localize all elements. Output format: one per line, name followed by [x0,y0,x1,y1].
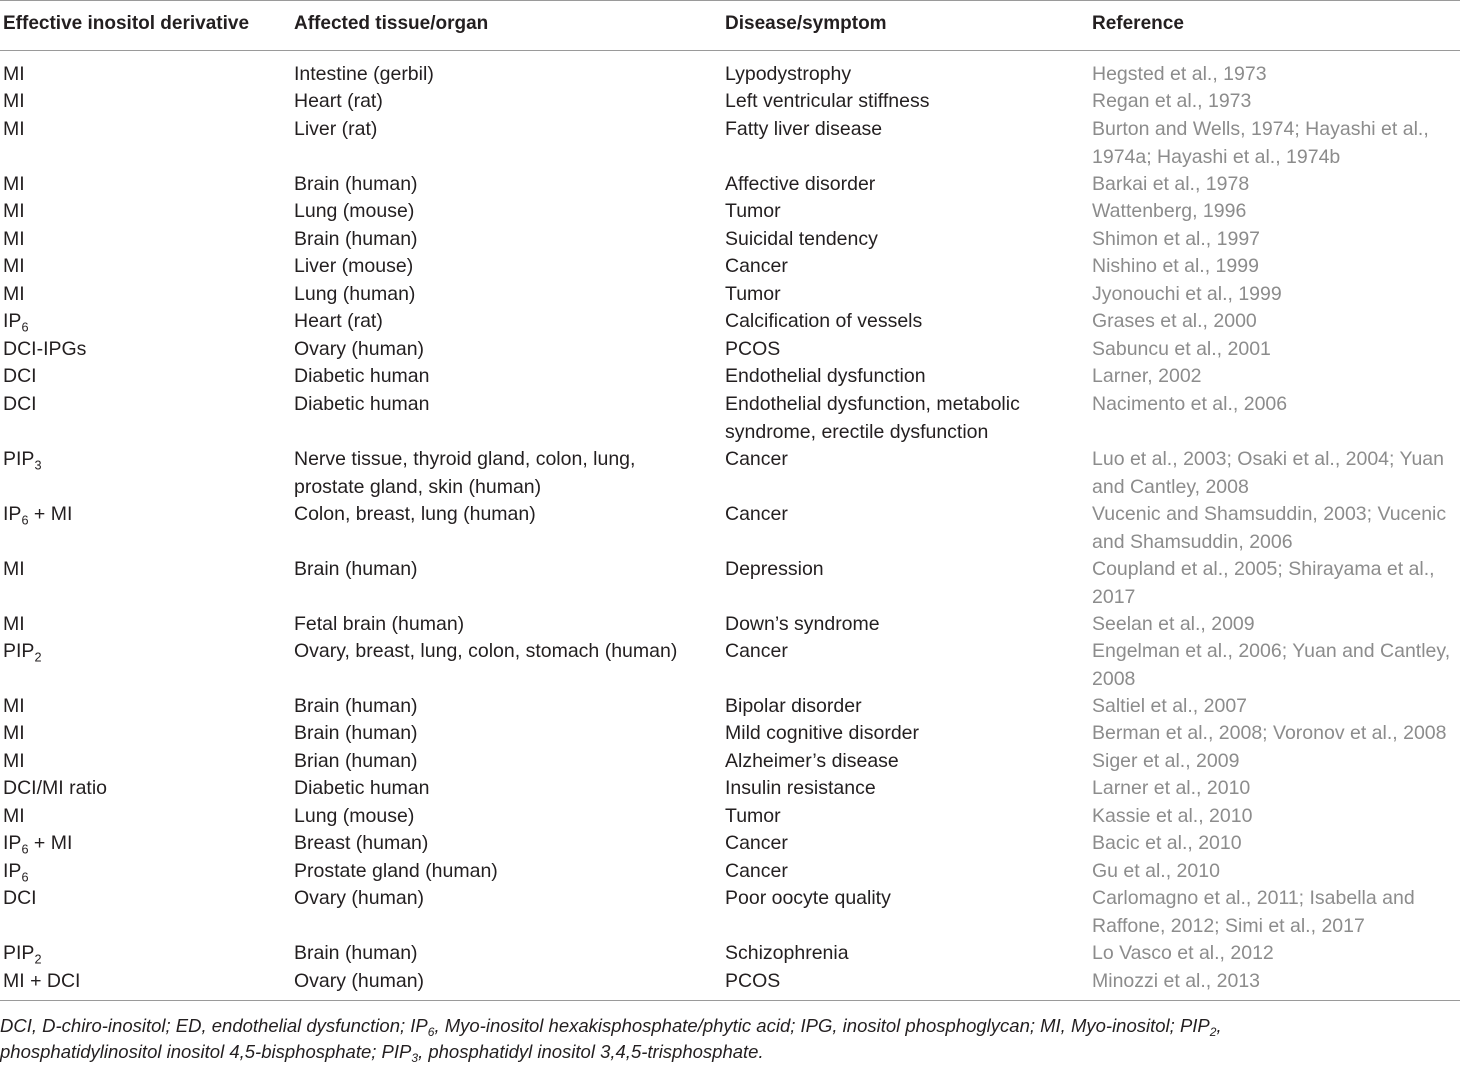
cell-derivative [3,611,25,639]
cell-reference [1092,830,1242,858]
cell-derivative [3,885,37,913]
cell-derivative-line: MI [3,63,25,85]
cell-derivative-line: MI [3,90,25,112]
cell-tissue [294,858,498,886]
cell-derivative [3,171,25,199]
cell-tissue [294,363,430,391]
cell-disease [725,693,862,721]
cell-disease [725,88,929,116]
cell-tissue-line: Ovary, breast, lung, colon, stomach (human) [294,640,678,662]
cell-disease [725,281,781,309]
cell-disease-line: Poor oocyte quality [725,887,891,909]
cell-disease [725,556,824,584]
cell-reference [1092,61,1267,89]
cell-tissue-line: Brain (human) [294,695,418,717]
cell-disease-line: Bipolar disorder [725,695,862,717]
cell-reference [1092,171,1249,199]
cell-disease [725,940,849,968]
table-footnote [0,1013,1458,1065]
cell-reference [1092,885,1415,940]
cell-tissue [294,88,383,116]
cell-derivative: $PIP_2$ [3,640,42,665]
cell-derivative: $IP_6$ [3,860,29,885]
cell-tissue [294,116,377,144]
cell-derivative: $IP_6$ + MI [3,503,73,528]
cell-tissue-line: Colon, breast, lung (human) [294,503,536,525]
cell-disease [725,253,788,281]
cell-derivative [3,88,25,116]
cell-disease-line: Mild cognitive disorder [725,722,920,744]
cell-derivative-line: DCI/MI ratio [3,777,108,799]
cell-tissue [294,226,418,254]
cell-reference [1092,88,1251,116]
cell-derivative-line: DCI [3,887,37,909]
cell-tissue [294,308,383,336]
cell-derivative-line: MI [3,200,25,222]
cell-tissue [294,281,415,309]
cell-tissue [294,940,418,968]
cell-reference-line: Coupland et al., 2005; Shirayama et al., [1092,558,1435,580]
cell-derivative [3,775,107,803]
cell-reference [1092,308,1257,336]
cell-tissue [294,501,536,529]
cell-derivative [3,116,25,144]
cell-reference [1092,693,1247,721]
cell-reference-line: Larner, 2002 [1092,365,1202,387]
cell-derivative-line: MI [3,255,25,277]
cell-derivative: $PIP_3$ [3,448,42,473]
cell-disease-line: Cancer [725,832,788,854]
cell-disease [725,775,876,803]
cell-reference [1092,803,1252,831]
cell-tissue [294,775,430,803]
cell-derivative: $PIP_2$ [3,942,42,967]
cell-disease [725,720,919,748]
cell-disease-line: Lypodystrophy [725,63,852,85]
cell-reference [1092,116,1429,171]
cell-reference-line: Sabuncu et al., 2001 [1092,338,1271,360]
cell-derivative-line: MI [3,173,25,195]
cell-disease [725,446,788,474]
cell-derivative-line: DCI [3,393,37,415]
cell-reference [1092,775,1250,803]
cell-tissue [294,720,418,748]
cell-tissue-line: Brian (human) [294,750,418,772]
footnote-line-1: DCI, D-chiro-inositol; ED, endothelial dysfunction; $IP_6$, Myo-inositol hexakisphosphate/phytic acid; IPG, inositol phosphoglycan; MI, Myo-inositol; $PIP_2$, [0,1015,1222,1040]
cell-derivative-line: DCI-IPGs [3,338,87,360]
cell-disease-line: Tumor [725,200,781,222]
cell-derivative-line: MI [3,750,25,772]
header-disease: Disease/symptom [725,13,887,34]
cell-reference-line: Gu et al., 2010 [1092,860,1220,882]
cell-tissue-line: Diabetic human [294,777,430,799]
cell-disease-line: PCOS [725,338,781,360]
header-derivative: Effective inositol derivative [3,13,250,34]
cell-tissue-line: Ovary (human) [294,970,425,992]
cell-reference-line: Burton and Wells, 1974; Hayashi et al., [1092,118,1429,140]
cell-tissue-line: Lung (mouse) [294,200,415,222]
cell-tissue-line: Brain (human) [294,173,418,195]
cell-tissue [294,693,418,721]
cell-derivative: $IP_6$ + MI [3,832,73,857]
cell-tissue [294,198,414,226]
cell-reference [1092,501,1446,556]
cell-tissue [294,968,424,996]
cell-disease [725,363,926,391]
cell-derivative-line: MI [3,558,25,580]
cell-disease [725,885,891,913]
cell-tissue-line: Diabetic human [294,365,430,387]
cell-disease-line: Down’s syndrome [725,613,880,635]
cell-disease-line: Tumor [725,805,781,827]
cell-reference-line: Luo et al., 2003; Osaki et al., 2004; Yuan [1092,448,1444,470]
cell-reference [1092,281,1282,309]
cell-disease-line: Left ventricular stiffness [725,90,930,112]
cell-tissue-line: Brain (human) [294,942,418,964]
cell-derivative-line: MI [3,613,25,635]
cell-disease [725,611,880,639]
cell-disease [725,638,788,666]
cell-derivative [3,226,25,254]
cell-disease-line: Suicidal tendency [725,228,878,250]
cell-tissue [294,336,424,364]
cell-disease [725,748,899,776]
cell-disease-line: Cancer [725,860,788,882]
cell-tissue-line: Liver (mouse) [294,255,414,277]
cell-reference-line: Engelman et al., 2006; Yuan and Cantley, [1092,640,1451,662]
cell-reference-line: Lo Vasco et al., 2012 [1092,942,1274,964]
cell-tissue-line: Prostate gland (human) [294,860,498,882]
cell-tissue-line: Liver (rat) [294,118,378,140]
cell-disease-line: Affective disorder [725,173,876,195]
cell-disease [725,391,1020,446]
cell-derivative-line: MI + DCI [3,970,81,992]
cell-reference-line: Larner et al., 2010 [1092,777,1251,799]
cell-disease [725,308,922,336]
cell-derivative [3,198,25,226]
cell-reference-line: Bacic et al., 2010 [1092,832,1242,854]
cell-derivative-line: MI [3,805,25,827]
cell-reference-line: Wattenberg, 1996 [1092,200,1247,222]
cell-tissue-line: Heart (rat) [294,310,383,332]
cell-tissue-line: Heart (rat) [294,90,383,112]
cell-disease-line: Alzheimer’s disease [725,750,899,772]
cell-reference-line: Seelan et al., 2009 [1092,613,1255,635]
header-tissue: Affected tissue/organ [294,13,489,34]
cell-reference-line: and Cantley, 2008 [1092,475,1249,498]
cell-derivative [3,336,86,364]
cell-reference [1092,226,1260,254]
cell-disease [725,61,851,89]
cell-reference [1092,638,1450,693]
cell-reference-line: Nishino et al., 1999 [1092,255,1259,277]
cell-reference-line: Raffone, 2012; Simi et al., 2017 [1092,914,1365,937]
cell-reference-line: Regan et al., 1973 [1092,90,1252,112]
cell-disease [725,968,780,996]
cell-disease-line: PCOS [725,970,781,992]
cell-derivative [3,693,25,721]
cell-reference-line: Hegsted et al., 1973 [1092,63,1267,85]
cell-disease [725,116,882,144]
cell-reference-line: Vucenic and Shamsuddin, 2003; Vucenic [1092,503,1447,525]
cell-tissue [294,611,464,639]
cell-derivative [3,720,25,748]
table-bottom-rule [0,1000,1460,1001]
cell-reference-line: Saltiel et al., 2007 [1092,695,1248,717]
cell-tissue [294,885,424,913]
cell-derivative [3,281,25,309]
cell-tissue-line: Breast (human) [294,832,429,854]
cell-reference-line: Jyonouchi et al., 1999 [1092,283,1282,305]
cell-derivative [3,556,25,584]
cell-tissue-line: Lung (human) [294,283,416,305]
cell-reference [1092,198,1246,226]
cell-disease-line: Calcification of vessels [725,310,923,332]
cell-reference-line: Grases et al., 2000 [1092,310,1257,332]
cell-tissue-line: Nerve tissue, thyroid gland, colon, lung, [294,448,636,470]
cell-derivative-line: MI [3,118,25,140]
cell-derivative-line: MI [3,722,25,744]
cell-disease-line: Depression [725,558,824,580]
cell-tissue [294,61,434,89]
cell-disease [725,858,788,886]
header-rule [0,50,1460,51]
cell-disease-line: Insulin resistance [725,777,876,799]
cell-derivative-line: MI [3,228,25,250]
cell-tissue-line: Brain (human) [294,558,418,580]
cell-reference-line: 2017 [1092,585,1136,608]
cell-tissue [294,391,430,419]
cell-reference [1092,446,1444,501]
cell-tissue [294,446,635,501]
cell-disease-line: Endothelial dysfunction [725,365,926,387]
cell-disease [725,336,780,364]
cell-disease-line: Fatty liver disease [725,118,883,140]
cell-tissue-line: Fetal brain (human) [294,613,465,635]
cell-tissue-line: Diabetic human [294,393,430,415]
cell-reference-line: Barkai et al., 1978 [1092,173,1250,195]
cell-tissue [294,253,413,281]
cell-tissue [294,171,418,199]
cell-disease-line: Schizophrenia [725,942,849,964]
cell-tissue [294,803,414,831]
cell-disease-line: Cancer [725,503,788,525]
cell-tissue-line: Intestine (gerbil) [294,63,434,85]
cell-tissue-line: prostate gland, skin (human) [294,475,542,498]
cell-tissue-line: Brain (human) [294,228,418,250]
cell-reference [1092,391,1287,419]
cell-disease-line: syndrome, erectile dysfunction [725,420,989,443]
cell-derivative [3,968,80,996]
cell-derivative-line: MI [3,283,25,305]
cell-tissue [294,638,677,666]
cell-disease [725,830,788,858]
cell-reference [1092,336,1271,364]
cell-reference [1092,253,1259,281]
cell-disease-line: Cancer [725,448,788,470]
cell-reference-line: Shimon et al., 1997 [1092,228,1261,250]
cell-reference [1092,363,1202,391]
cell-disease [725,501,788,529]
cell-reference [1092,556,1435,611]
cell-derivative [3,363,37,391]
cell-disease [725,198,781,226]
cell-reference-line: 1974a; Hayashi et al., 1974b [1092,145,1341,168]
cell-derivative: $IP_6$ [3,310,29,335]
cell-reference-line: 2008 [1092,667,1136,690]
cell-reference-line: Berman et al., 2008; Voronov et al., 2008 [1092,722,1447,744]
header-reference: Reference [1092,13,1184,34]
cell-reference-line: and Shamsuddin, 2006 [1092,530,1293,553]
cell-tissue-line: Ovary (human) [294,338,425,360]
cell-tissue-line: Ovary (human) [294,887,425,909]
cell-reference [1092,968,1260,996]
cell-reference [1092,940,1274,968]
cell-derivative [3,803,25,831]
cell-reference [1092,748,1239,776]
cell-disease-line: Cancer [725,640,788,662]
cell-reference-line: Siger et al., 2009 [1092,750,1240,772]
cell-tissue [294,830,428,858]
cell-reference-line: Kassie et al., 2010 [1092,805,1253,827]
cell-derivative [3,748,25,776]
cell-derivative-line: DCI [3,365,37,387]
cell-disease [725,803,781,831]
cell-reference-line: Minozzi et al., 2013 [1092,970,1261,992]
cell-derivative [3,61,25,89]
cell-tissue-line: Brain (human) [294,722,418,744]
table-header [0,0,1460,50]
cell-reference-line: Nacimento et al., 2006 [1092,393,1288,415]
cell-derivative [3,253,25,281]
cell-reference [1092,720,1447,748]
cell-derivative [3,391,37,419]
cell-derivative-line: MI [3,695,25,717]
cell-tissue-line: Lung (mouse) [294,805,415,827]
cell-tissue [294,556,418,584]
cell-disease [725,171,875,199]
cell-disease-line: Cancer [725,255,788,277]
cell-disease [725,226,878,254]
cell-reference-line: Carlomagno et al., 2011; Isabella and [1092,887,1415,909]
cell-tissue [294,748,418,776]
cell-reference [1092,858,1220,886]
cell-reference [1092,611,1255,639]
footnote-line-2: phosphatidylinositol inositol 4,5-bisphosphate; $PIP_3$, phosphatidyl inositol 3,4,5-trisphosphate. [0,1041,764,1065]
cell-disease-line: Tumor [725,283,781,305]
cell-disease-line: Endothelial dysfunction, metabolic [725,393,1020,415]
